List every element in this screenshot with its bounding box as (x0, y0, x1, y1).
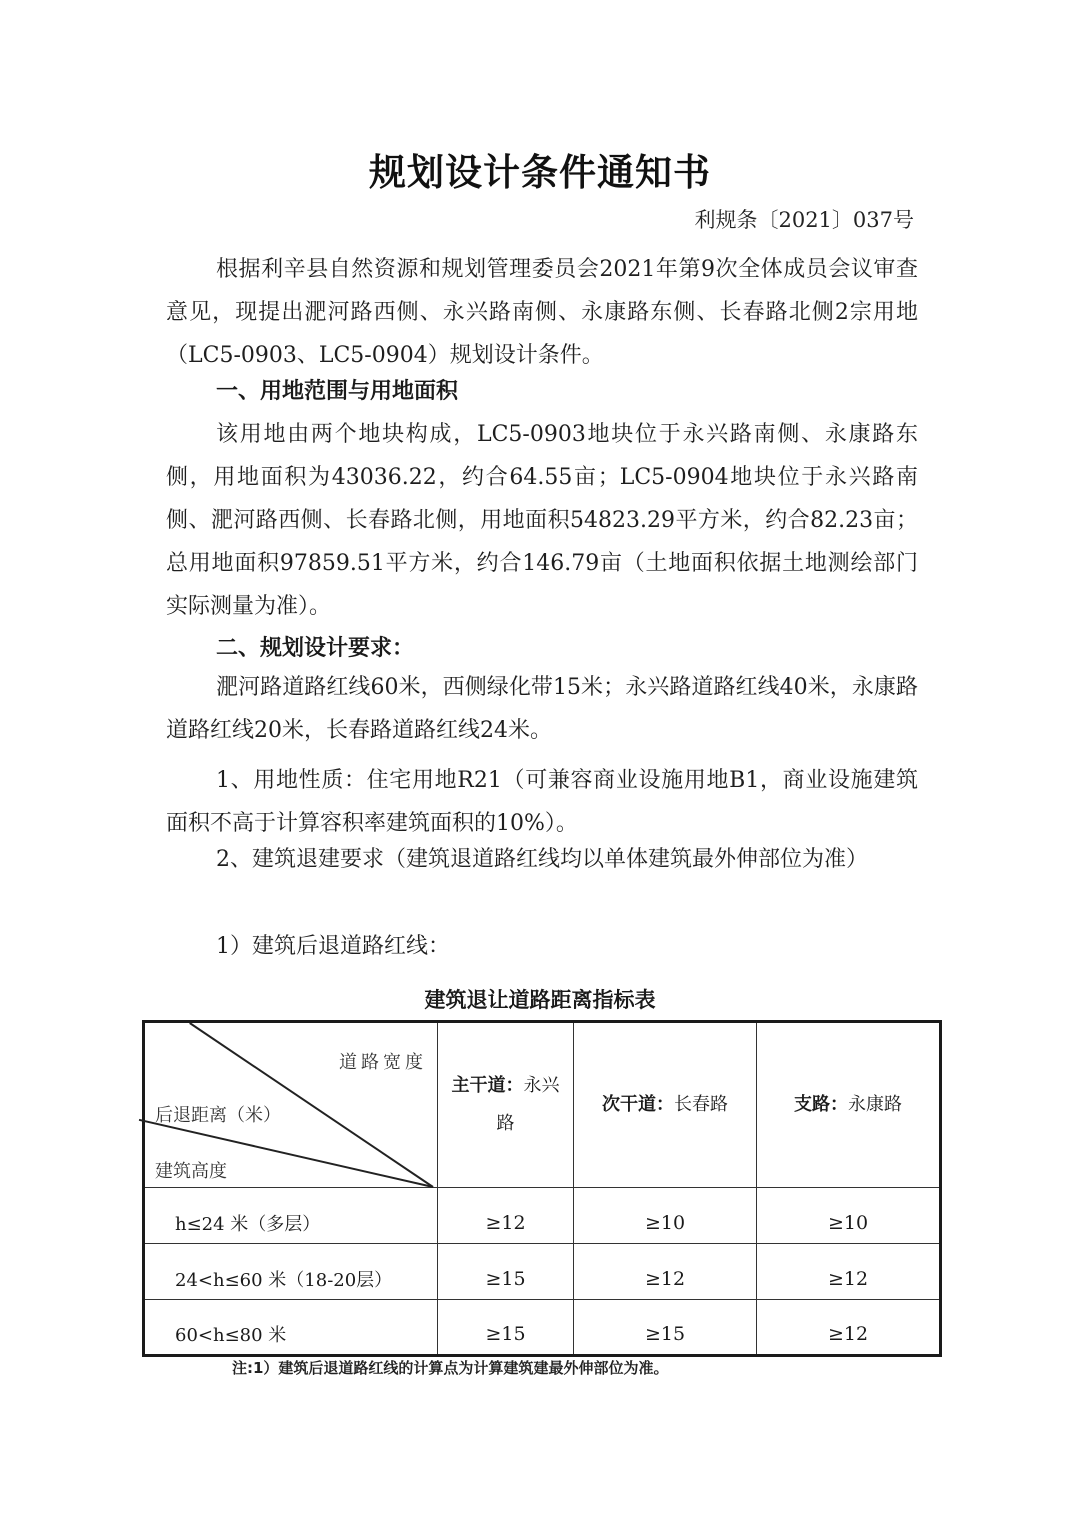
setback-distance-label: 后退距离（米） (155, 1105, 281, 1126)
setback-table (142, 1020, 942, 1357)
row-height-label: 24<h≤60 米（18-20层） (144, 1244, 438, 1300)
section-2-heading: 二、规划设计要求： (216, 636, 415, 661)
table-cell: ≥10 (757, 1188, 941, 1244)
diagonal-header-cell (144, 1022, 438, 1188)
table-row (144, 1188, 941, 1244)
table-cell: ≥10 (574, 1188, 757, 1244)
row-height-label: h≤24 米（多层） (144, 1188, 438, 1244)
table-header-row (144, 1022, 941, 1188)
table-row (144, 1300, 941, 1356)
table-cell: ≥12 (757, 1300, 941, 1356)
item-2-setback-requirements: 2、建筑退建要求（建筑退道路红线均以单体建筑最外伸部位为准） (216, 847, 868, 872)
table-note: 注:1）建筑后退道路红线的计算点为计算建筑建最外伸部位为准。 (232, 1359, 669, 1377)
building-height-label: 建筑高度 (155, 1161, 227, 1182)
road-name: 永兴路 (496, 1075, 560, 1134)
item-1-land-use: 1、用地性质：住宅用地R21（可兼容商业设施用地B1，商业设施建筑面积不高于计算容积率建筑面积的10%）。 (166, 768, 918, 836)
column-header-branch-road (757, 1022, 941, 1188)
row-height-label: 60<h≤80 米 (144, 1300, 438, 1356)
table-cell: ≥15 (574, 1300, 757, 1356)
document-title: 规划设计条件通知书 (369, 151, 711, 194)
document-number: 利规条〔2021〕037号 (694, 208, 914, 232)
table-row (144, 1244, 941, 1300)
table-cell: ≥12 (757, 1244, 941, 1300)
road-type: 支路： (794, 1094, 848, 1115)
road-name: 永康路 (848, 1094, 902, 1115)
road-width-label: 道路宽度 (339, 1052, 427, 1073)
section-1-body: 该用地由两个地块构成，LC5-0903地块位于永兴路南侧、永康路东侧，用地面积为43036.22，约合64.55亩；LC5-0904地块位于永兴路南侧、淝河路西侧、长春路北侧，用地面积54823.29平方米，约合82.23亩；总用地面积97859.51平方米，约合146.79亩（土地面积依据土地测绘部门实际测量为准）。 (166, 422, 918, 619)
column-header-secondary-road (574, 1022, 757, 1188)
road-type: 主干道： (451, 1075, 524, 1096)
road-name: 长春路 (674, 1094, 728, 1115)
table-cell: ≥12 (438, 1188, 574, 1244)
table-title: 建筑退让道路距离指标表 (424, 988, 656, 1012)
intro-paragraph: 根据利辛县自然资源和规划管理委员会2021年第9次全体成员会议审查意见，现提出淝河路西侧、永兴路南侧、永康路东侧、长春路北侧2宗用地（LC5-0903、LC5-0904）规划设计条件。 (166, 257, 918, 368)
column-header-main-road (438, 1022, 574, 1188)
section-2-body: 淝河路道路红线60米，西侧绿化带15米；永兴路道路红线40米，永康路道路红线20米，长春路道路红线24米。 (166, 675, 918, 743)
section-1-heading: 一、用地范围与用地面积 (216, 379, 459, 404)
table-cell: ≥15 (438, 1244, 574, 1300)
road-type: 次干道： (602, 1094, 674, 1115)
table-cell: ≥12 (574, 1244, 757, 1300)
item-2-1-setback-road-redline: 1）建筑后退道路红线： (216, 934, 450, 959)
table-cell: ≥15 (438, 1300, 574, 1356)
